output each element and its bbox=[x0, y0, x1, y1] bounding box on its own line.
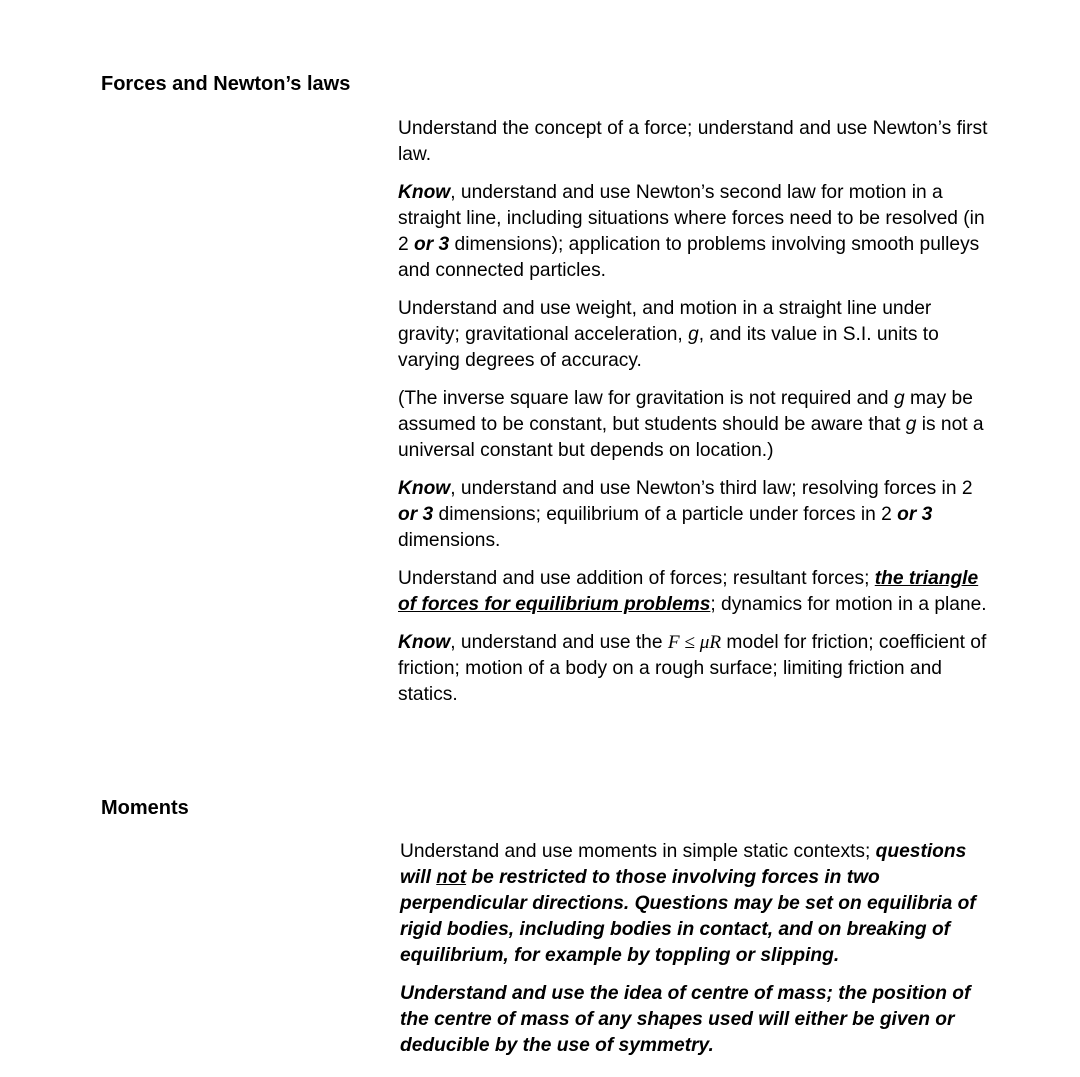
paragraph-inverse-square bbox=[398, 386, 988, 464]
or3-emphasis: or 3 bbox=[897, 504, 933, 525]
know-emphasis: Know bbox=[398, 182, 451, 203]
text: , understand and use the bbox=[450, 632, 668, 653]
paragraph-friction bbox=[398, 630, 988, 708]
symbol-g: g bbox=[688, 324, 699, 345]
paragraph-centre-of-mass: Understand and use the idea of centre of mass; the position of the centre of mass of any shapes used will either be given or deducible by the use of symmetry. bbox=[400, 983, 971, 1056]
triangle-of-forces-emphasis: the triangle of forces for equilibrium problems bbox=[398, 568, 979, 615]
text: , understand and use Newton’s third law; resolving forces in 2 bbox=[450, 478, 973, 499]
or3-emphasis: or 3 bbox=[398, 504, 434, 525]
paragraph-third-law bbox=[398, 476, 988, 554]
moments-content bbox=[400, 839, 990, 1071]
text: may be assumed to be constant, but students should be aware that bbox=[398, 388, 973, 435]
text: , and its value in S.I. units to varying degrees of accuracy. bbox=[398, 324, 939, 371]
text: is not a universal constant but depends on location.) bbox=[398, 414, 984, 461]
friction-formula-le: ≤ bbox=[679, 632, 700, 653]
text: ; dynamics for motion in a plane. bbox=[710, 594, 987, 615]
paragraph-weight bbox=[398, 296, 988, 374]
text: Understand and use weight, and motion in a straight line under gravity; gravitational acceleration, bbox=[398, 298, 932, 345]
or3-emphasis: or 3 bbox=[414, 234, 450, 255]
section-heading-moments: Moments bbox=[101, 797, 189, 819]
symbol-g: g bbox=[905, 414, 917, 435]
know-emphasis: Know bbox=[398, 478, 451, 499]
text: Understand and use addition of forces; resultant forces; bbox=[398, 568, 875, 589]
symbol-g: g bbox=[893, 388, 905, 409]
text: dimensions); application to problems involving smooth pulleys and connected particles. bbox=[398, 234, 980, 281]
text: Understand and use moments in simple static contexts; bbox=[400, 841, 876, 862]
not-emphasis: not bbox=[436, 867, 467, 888]
text: (The inverse square law for gravitation is not required and bbox=[398, 388, 894, 409]
know-emphasis: Know bbox=[398, 632, 451, 653]
section-heading-forces: Forces and Newton’s laws bbox=[101, 73, 351, 95]
friction-formula-f: F bbox=[667, 632, 680, 653]
paragraph-addition-of-forces bbox=[398, 566, 988, 618]
forces-content bbox=[398, 116, 988, 720]
text: dimensions. bbox=[398, 530, 501, 551]
friction-formula-mu-r: μR bbox=[699, 632, 722, 653]
paragraph-force-concept: Understand the concept of a force; understand and use Newton’s first law. bbox=[398, 118, 988, 165]
text: , understand and use Newton’s second law for motion in a straight line, including situations where forces need to be resolved (in 2 bbox=[398, 182, 985, 255]
text: dimensions; equilibrium of a particle under forces in 2 bbox=[433, 504, 898, 525]
bold-italic-text: be restricted to those involving forces in two perpendicular directions. Questions may be set on equilibria of rigid bodies, including bodies in contact, and on breaking of equilibrium, for example by toppling or slipping. bbox=[400, 867, 976, 966]
text: model for friction; coefficient of friction; motion of a body on a rough surface; limiting friction and statics. bbox=[398, 632, 987, 705]
paragraph-second-law bbox=[398, 180, 988, 284]
bold-italic-text: questions will bbox=[400, 841, 967, 888]
paragraph-moments bbox=[400, 839, 990, 969]
